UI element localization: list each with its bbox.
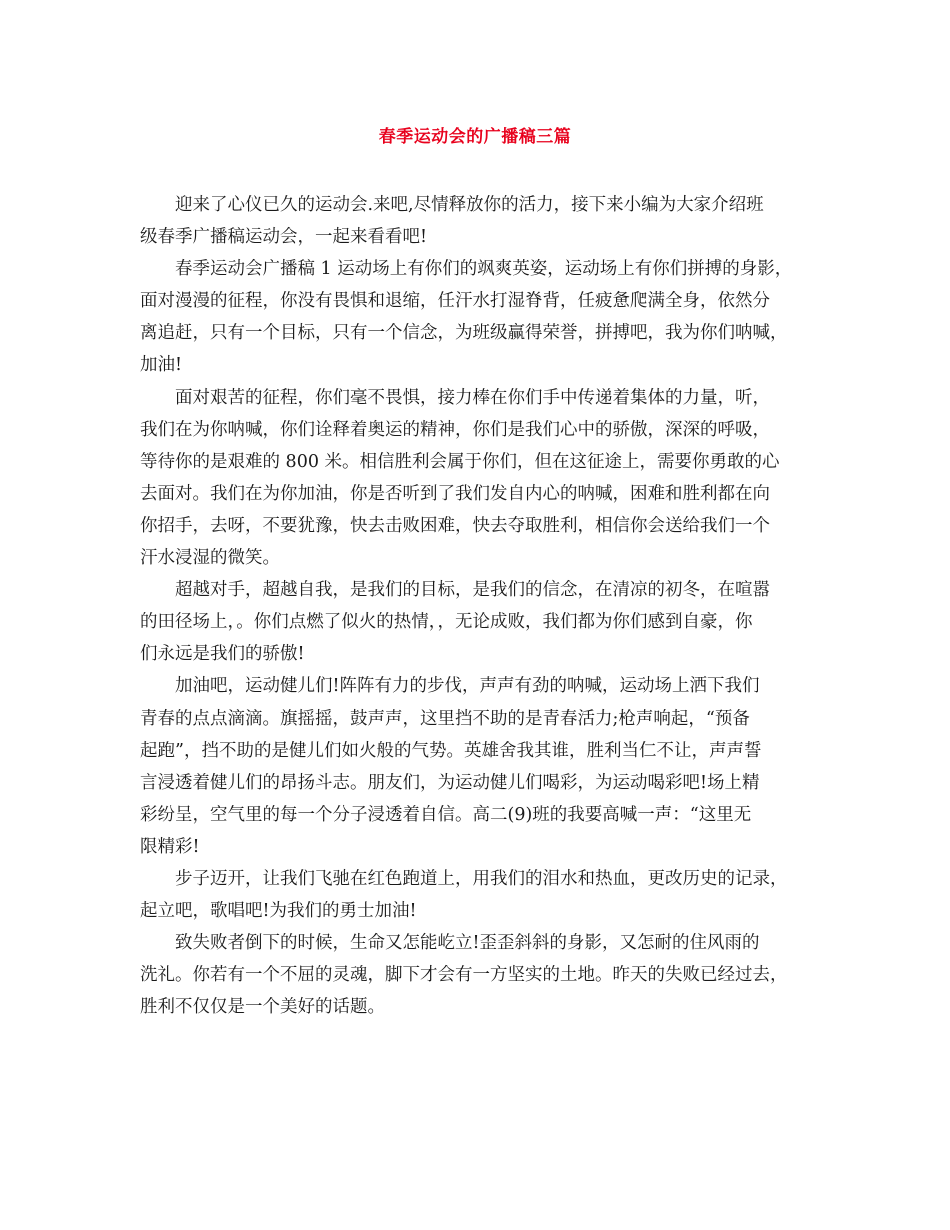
text-line: 彩纷呈，空气里的每一个分子浸透着自信。高二(9)班的我要高喊一声：“这里无 [140,804,752,825]
text-line: 等待你的是艰难的 800 米。相信胜利会属于你们，但在这征途上，需要你勇敢的心 [140,451,780,472]
text-line: 起立吧，歌唱吧!为我们的勇士加油! [140,901,417,922]
text-line: 言浸透着健儿们的昂扬斗志。朋友们，为运动健儿们喝彩，为运动喝彩吧!场上精 [140,772,760,793]
text-line: 我们在为你呐喊，你们诠释着奥运的精神，你们是我们心中的骄傲，深深的呼吸， [140,419,770,440]
text-line: 面对漫漫的征程，你没有畏惧和退缩，任汗水打湿脊背，任疲惫爬满全身，依然分 [140,291,770,312]
text-line: 春季运动会广播稿 1 运动场上有你们的飒爽英姿，运动场上有你们拼搏的身影， [175,259,793,280]
text-line: 加油吧，运动健儿们!阵阵有力的步伐，声声有劲的呐喊，运动场上洒下我们 [175,676,760,697]
text-line: 离追赶，只有一个目标，只有一个信念，为班级赢得荣誉，拼搏吧，我为你们呐喊， [140,323,788,344]
text-line: 去面对。我们在为你加油，你是否听到了我们发自内心的呐喊，困难和胜利都在向 [140,483,770,504]
text-line: 们永远是我们的骄傲! [140,644,305,665]
text-line: 你招手，去呀，不要犹豫，快去击败困难，快去夺取胜利，相信你会送给我们一个 [140,515,770,536]
text-line: 的田径场上，。你们点燃了似火的热情，，无论成败，我们都为你们感到自豪，你 [140,612,753,633]
text-line: 步子迈开，让我们飞驰在红色跑道上，用我们的泪水和热血，更改历史的记录， [175,868,788,889]
text-line: 汗水浸湿的微笑。 [140,548,280,569]
text-line: 胜利不仅仅是一个美好的话题。 [140,997,385,1018]
document-title: 春季运动会的广播稿三篇 [378,127,572,147]
text-line: 洗礼。你若有一个不屈的灵魂，脚下才会有一方坚实的土地。昨天的失败已经过去， [140,965,788,986]
text-line: 青春的点点滴滴。旗摇摇，鼓声声，这里挡不助的是青春活力;枪声响起，“预备 [140,708,750,729]
text-line: 面对艰苦的征程，你们毫不畏惧，接力棒在你们手中传递着集体的力量，听， [175,387,770,408]
text-line: 起跑”，挡不助的是健儿们如火般的气势。英雄舍我其谁，胜利当仁不让，声声誓 [140,740,762,761]
text-line: 加油! [140,355,183,376]
document-body [140,189,814,1023]
text-line: 级春季广播稿运动会，一起来看看吧! [140,227,428,248]
text-line: 致失败者倒下的时候，生命又怎能屹立!歪歪斜斜的身影，又怎耐的住风雨的 [175,933,760,954]
text-line: 限精彩! [140,836,200,857]
text-line: 迎来了心仪已久的运动会.来吧,尽情释放你的活力，接下来小编为大家介绍班 [175,195,764,215]
text-line: 超越对手，超越自我，是我们的目标，是我们的信念，在清凉的初冬，在喧嚣 [175,580,770,601]
